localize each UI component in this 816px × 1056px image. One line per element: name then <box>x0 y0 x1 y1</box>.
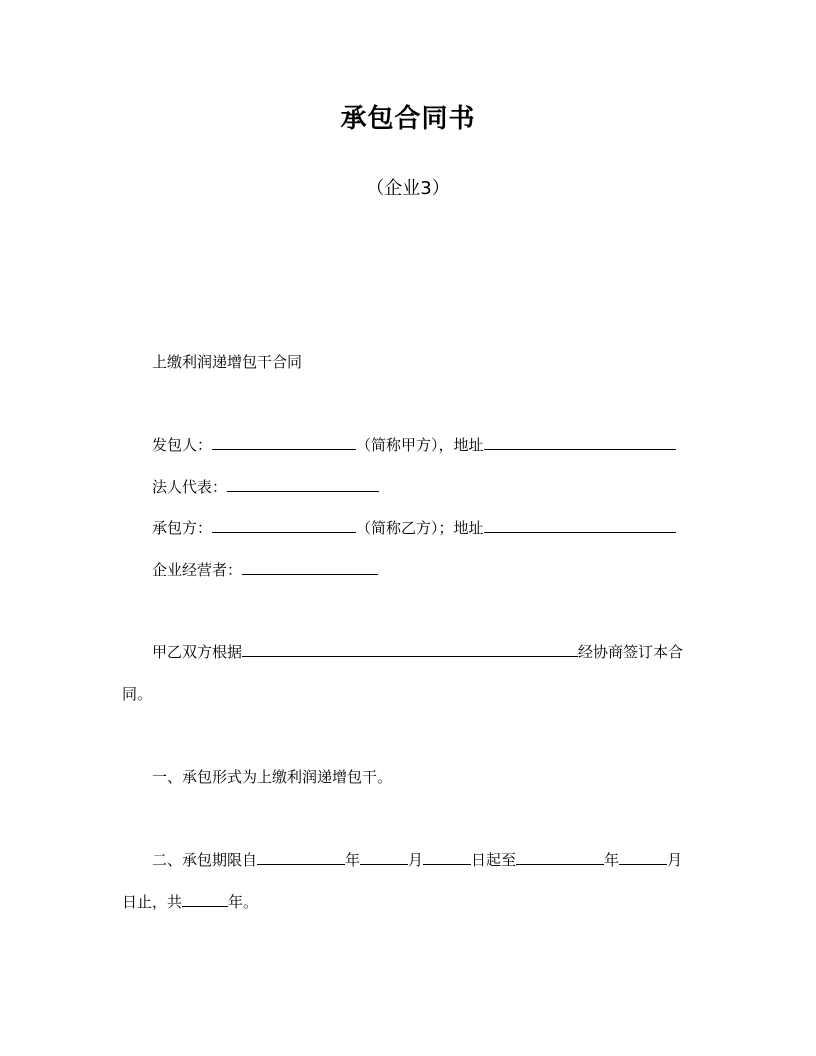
contractor-line <box>152 517 676 539</box>
agreement-suffix: 经协商签订本合 <box>578 643 684 661</box>
term-years-blank[interactable] <box>182 891 228 907</box>
manager-label: 企业经营者： <box>152 561 243 579</box>
clause-2-cont-suffix: 年。 <box>228 893 259 911</box>
agreement-basis-blank[interactable] <box>242 641 578 657</box>
clause-1 <box>152 766 392 788</box>
end-year-label: 年 <box>604 851 620 869</box>
start-month-blank[interactable] <box>360 849 408 865</box>
document-title: 承包合同书 <box>340 104 476 134</box>
agreement-line <box>152 641 683 663</box>
clause-2-continuation <box>122 891 258 913</box>
employer-name-blank[interactable] <box>212 434 356 450</box>
employer-abbr-label: （简称甲方），地址 <box>356 436 484 454</box>
contract-heading-text: 上缴利润递增包干合同 <box>152 353 303 371</box>
agreement-cont-text: 同。 <box>122 685 153 703</box>
clause-2-prefix: 二、承包期限自 <box>152 851 258 869</box>
legal-rep-blank[interactable] <box>227 476 379 492</box>
end-year-blank[interactable] <box>516 849 604 865</box>
contractor-name-blank[interactable] <box>212 517 356 533</box>
manager-line <box>152 559 378 581</box>
document-subtitle: （企业3） <box>366 178 450 199</box>
end-month-label: 月 <box>667 851 683 869</box>
month-label: 月 <box>408 851 424 869</box>
start-year-blank[interactable] <box>257 849 345 865</box>
agreement-prefix: 甲乙双方根据 <box>152 643 243 661</box>
legal-rep-label: 法人代表： <box>152 478 228 496</box>
clause-1-text: 一、承包形式为上缴利润递增包干。 <box>152 768 393 786</box>
contractor-address-blank[interactable] <box>484 517 676 533</box>
contract-heading <box>152 351 302 373</box>
legal-rep-line <box>152 476 379 498</box>
clause-2 <box>152 849 682 871</box>
employer-address-blank[interactable] <box>484 434 676 450</box>
start-day-blank[interactable] <box>423 849 471 865</box>
contractor-abbr-label: （简称乙方）；地址 <box>356 519 484 537</box>
employer-line <box>152 434 676 456</box>
day-from-label: 日起至 <box>471 851 517 869</box>
employer-label: 发包人： <box>152 436 213 454</box>
contractor-label: 承包方： <box>152 519 213 537</box>
clause-2-cont-prefix: 日止，共 <box>122 893 183 911</box>
year-label: 年 <box>345 851 361 869</box>
end-month-blank[interactable] <box>619 849 667 865</box>
agreement-continuation <box>122 683 152 705</box>
manager-blank[interactable] <box>242 559 378 575</box>
